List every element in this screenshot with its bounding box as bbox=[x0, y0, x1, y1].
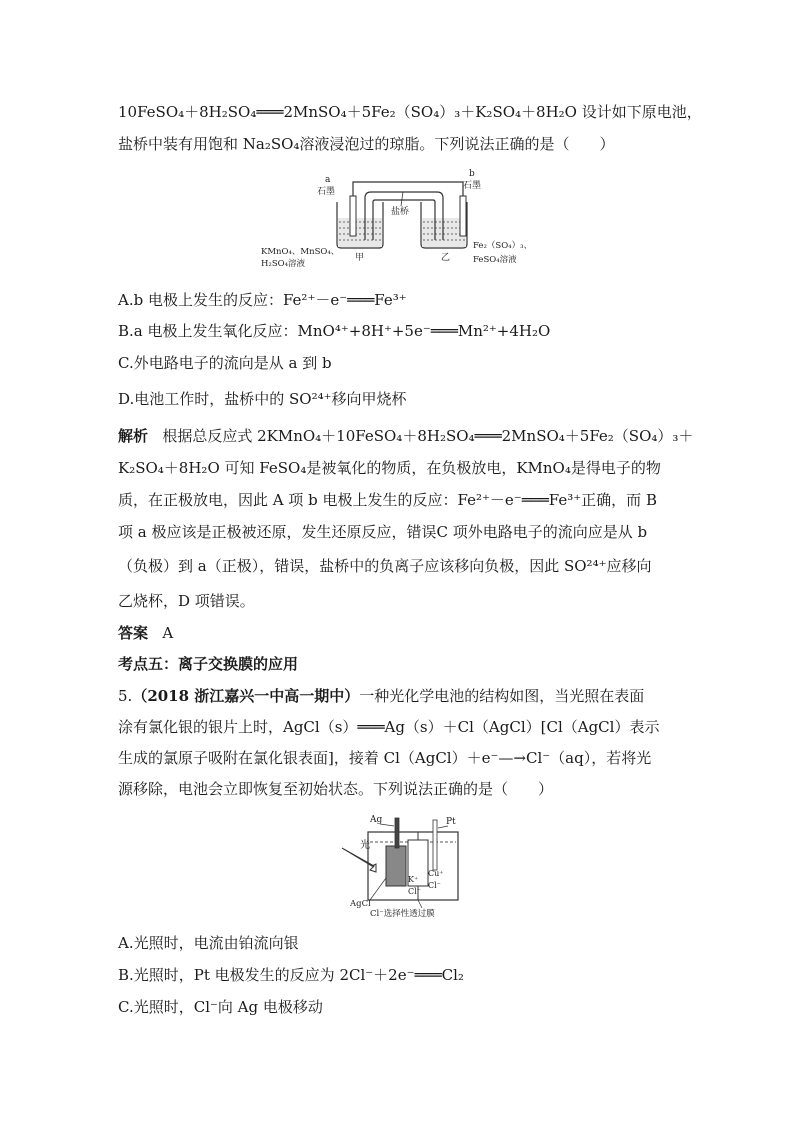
label-ag: Ag bbox=[370, 815, 383, 825]
photochemical-cell-diagram bbox=[330, 812, 480, 920]
analysis-label: 解析 bbox=[118, 427, 149, 445]
ag-electrode bbox=[395, 818, 399, 848]
photochemical-cell-figure bbox=[330, 812, 480, 920]
label-jia: 甲 bbox=[355, 253, 365, 263]
q5-option-c: C.光照时，Cl⁻向 Ag 电极移动 bbox=[118, 998, 323, 1016]
q4-option-a: A.b 电极上发生的反应：Fe²⁺－e⁻═══Fe³⁺ bbox=[118, 291, 407, 309]
label-b: b bbox=[469, 169, 475, 179]
electrode-a bbox=[350, 196, 356, 236]
q5-option-b: B.光照时，Pt 电极发生的反应为 2Cl⁻＋2e⁻═══Cl₂ bbox=[118, 966, 464, 984]
pt-electrode bbox=[433, 820, 437, 870]
label-yi: 乙 bbox=[441, 253, 451, 263]
label-b-graphite: 石墨 bbox=[463, 181, 482, 191]
q5-stem-line-1 bbox=[118, 686, 644, 706]
analysis-text-1: 根据总反应式 2KMnO₄＋10FeSO₄＋8H₂SO₄═══2MnSO₄＋5Fe₂（SO₄）₃＋ bbox=[162, 427, 694, 445]
q4-stem-line-2: 盐桥中装有用饱和 Na₂SO₄溶液浸泡过的琼脂。下列说法正确的是（ ） bbox=[118, 135, 615, 153]
q4-option-b: B.a 电极上发生氧化反应：MnO⁴⁺+8H⁺+5e⁻═══Mn²⁺+4H₂O bbox=[118, 322, 551, 340]
label-right-solution-1: Fe₂（SO₄）₃、 bbox=[473, 241, 532, 251]
label-agcl: AgCl bbox=[350, 899, 371, 909]
analysis-line-6: 乙烧杯，D 项错误。 bbox=[118, 592, 255, 610]
section-title: 考点五：离子交换膜的应用 bbox=[118, 655, 299, 673]
label-a: a bbox=[325, 175, 331, 185]
external-wire bbox=[353, 182, 463, 198]
q5-source: （2018 浙江嘉兴一中高一期中） bbox=[132, 687, 360, 705]
answer-line bbox=[118, 623, 173, 643]
answer-value: A bbox=[162, 624, 174, 642]
label-salt-bridge: 盐桥 bbox=[391, 207, 410, 217]
label-left-solution-2: H₂SO₄溶液 bbox=[261, 259, 306, 269]
analysis-line-1 bbox=[118, 426, 693, 446]
label-cu: Cu⁺ bbox=[428, 869, 444, 878]
salt-bridge-cell-figure bbox=[255, 168, 545, 276]
q5-stem-line-3: 生成的氯原子吸附在氯化银表面]，接着 Cl（AgCl）＋e⁻—→Cl⁻（aq），若将光 bbox=[118, 749, 652, 767]
electrode-b bbox=[460, 196, 466, 236]
label-left-solution-1: KMnO₄、MnSO₄、 bbox=[261, 247, 340, 257]
q5-option-a: A.光照时，电流由铂流向银 bbox=[118, 934, 299, 952]
q5-stem-line-2: 涂有氯化银的银片上时，AgCl（s）═══Ag（s）＋Cl（AgCl）[Cl（AgCl）表示 bbox=[118, 718, 660, 736]
answer-label: 答案 bbox=[118, 624, 149, 642]
label-a-graphite: 石墨 bbox=[317, 187, 336, 197]
label-right-solution-2: FeSO₄溶液 bbox=[473, 255, 517, 265]
label-k: K⁺ bbox=[408, 875, 419, 884]
agcl-coating bbox=[386, 846, 406, 886]
salt-bridge-cell-diagram bbox=[255, 168, 545, 276]
analysis-line-4: 项 a 极应该是正极被还原，发生还原反应，错误C 项外电路电子的流向应是从 b bbox=[118, 523, 648, 541]
label-cl-right: Cl⁻ bbox=[428, 881, 441, 890]
analysis-line-2: K₂SO₄＋8H₂O 可知 FeSO₄是被氧化的物质，在负极放电，KMnO₄是得电子的物 bbox=[118, 459, 661, 477]
label-cl-inner: Cl⁻ bbox=[408, 887, 421, 896]
q4-stem-line-1: 10FeSO₄＋8H₂SO₄═══2MnSO₄＋5Fe₂（SO₄）₃＋K₂SO₄＋8H₂O 设计如下原电池， bbox=[118, 103, 702, 121]
q5-stem-line-4: 源移除，电池会立即恢复至初始状态。下列说法正确的是（ ） bbox=[118, 780, 554, 798]
label-light: 光 bbox=[360, 840, 370, 851]
analysis-line-3: 质，在正极放电，因此 A 项 b 电极上发生的反应：Fe²⁺－e⁻═══Fe³⁺正确，而 B bbox=[118, 491, 657, 509]
q4-option-d: D.电池工作时，盐桥中的 SO²⁴⁺移向甲烧杯 bbox=[118, 390, 407, 408]
label-pt: Pt bbox=[446, 817, 456, 827]
q4-option-c: C.外电路电子的流向是从 a 到 b bbox=[118, 354, 332, 372]
q5-number: 5. bbox=[118, 687, 133, 705]
analysis-line-5: （负极）到 a（正极），错误，盐桥中的负离子应该移向负极，因此 SO²⁴⁺应移向 bbox=[118, 557, 652, 575]
q5-stem-line-1-text: 一种光化学电池的结构如图，当光照在表面 bbox=[359, 687, 645, 705]
label-membrane: Cl⁻选择性透过膜 bbox=[370, 909, 435, 919]
